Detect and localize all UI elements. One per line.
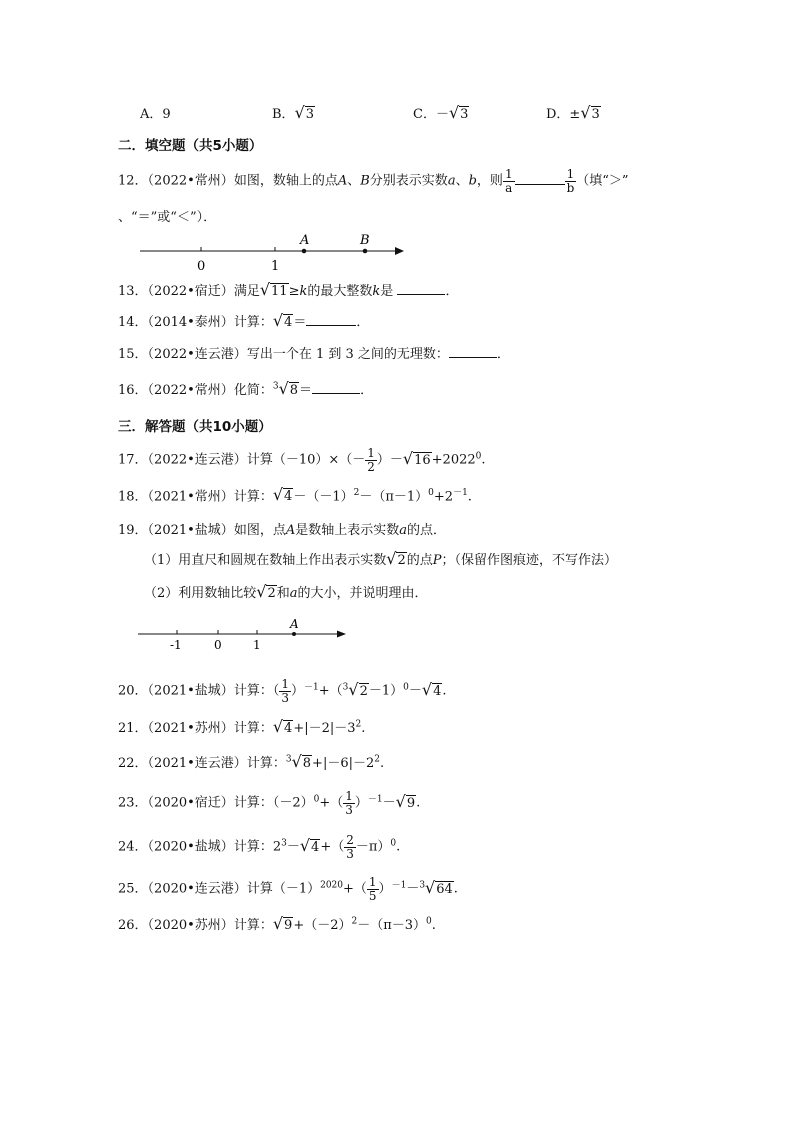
exponent: －1 xyxy=(453,488,468,498)
question-source: （2022•常州） xyxy=(147,383,234,398)
question-text: 计算： xyxy=(233,315,273,330)
tick-label: 1 xyxy=(253,638,261,652)
fraction xyxy=(279,678,291,704)
question-text: （填“＞” xyxy=(576,173,629,189)
expression-part: ） xyxy=(290,683,304,699)
question-text: 写出一个在 1 到 3 之间的无理数： xyxy=(246,347,449,362)
answer-blank[interactable] xyxy=(515,172,565,185)
operator: ＝ xyxy=(299,383,313,398)
question-text: 是数轴上表示实数 xyxy=(295,523,400,538)
question-text: 是 xyxy=(380,284,394,299)
question-25 xyxy=(118,876,458,902)
cube-root-expression: $^3$√64 xyxy=(419,877,453,897)
arrow-head-icon xyxy=(395,247,404,255)
question-text: ；（保留作图痕迹，不写作法） xyxy=(441,553,618,568)
question-number: 24． xyxy=(118,839,148,855)
option-b-prefix: B． xyxy=(272,107,295,122)
question-number: 23． xyxy=(118,795,148,811)
exponent: 0 xyxy=(403,682,409,693)
numerator: 1 xyxy=(566,167,575,181)
question-source: （2021•盐城） xyxy=(147,683,234,699)
expression-part: －1） xyxy=(368,683,404,699)
question-text: 如图，点 xyxy=(233,523,286,538)
denominator: a xyxy=(505,180,513,195)
root-index: 3 xyxy=(419,880,426,891)
question-source: （2022•宿迁） xyxy=(147,284,234,299)
question-source: （2020•苏州） xyxy=(147,918,234,933)
expression-part: +|－2|－3 xyxy=(293,721,356,736)
point-a xyxy=(292,632,296,636)
denominator: 3 xyxy=(346,846,354,861)
question-12 xyxy=(118,168,629,194)
radicand: 2 xyxy=(359,683,368,699)
expression-part: 计算（－10）×（－ xyxy=(246,452,366,468)
radicand: 8 xyxy=(302,756,312,771)
question-22 xyxy=(118,752,384,771)
question-source: （2022•连云港） xyxy=(147,452,247,468)
denominator: 5 xyxy=(368,888,377,903)
question-text: 和 xyxy=(276,586,290,601)
fraction xyxy=(344,834,356,860)
numerator: 1 xyxy=(368,875,377,889)
question-source: （2020•连云港） xyxy=(147,881,247,897)
question-15 xyxy=(118,343,510,362)
question-number: 12． xyxy=(118,173,148,189)
question-text: 如图，数轴上的点 xyxy=(233,173,338,189)
answer-blank[interactable] xyxy=(449,345,497,358)
radicand: 8 xyxy=(289,383,299,398)
exponent: 0 xyxy=(475,451,482,462)
sqrt-expression: √3 xyxy=(580,103,600,122)
tick-label: -1 xyxy=(170,638,182,652)
variable: b xyxy=(468,173,477,189)
exponent: 0 xyxy=(313,794,320,805)
sqrt-expression: √9 xyxy=(395,791,416,811)
question-text: （2）利用数轴比较 xyxy=(144,586,257,601)
question-number: 22． xyxy=(118,756,148,771)
question-source: （2014•泰州） xyxy=(147,315,234,330)
question-19-part1 xyxy=(144,549,617,568)
exponent: 2 xyxy=(351,916,358,927)
question-number: 25． xyxy=(118,881,148,897)
question-text: 化简： xyxy=(233,383,273,398)
section-title: 二．填空题（共5小题） xyxy=(118,138,263,154)
punctuation: . xyxy=(416,795,421,811)
variable: k xyxy=(372,284,381,299)
question-19-part2 xyxy=(144,582,428,601)
exponent: 0 xyxy=(426,916,432,927)
root-index: 3 xyxy=(285,754,292,765)
exponent: 3 xyxy=(281,838,287,849)
option-c-prefix: C．－ xyxy=(413,107,449,122)
separator: 、 xyxy=(455,173,469,189)
expression-part: －（π－3） xyxy=(357,918,427,933)
option-b xyxy=(272,103,315,122)
question-16 xyxy=(118,379,373,398)
answer-blank[interactable] xyxy=(306,313,356,326)
question-source: （2021•常州） xyxy=(147,489,234,505)
question-source: （2020•宿迁） xyxy=(147,795,234,811)
punctuation: . xyxy=(396,839,401,855)
radicand: 4 xyxy=(284,315,293,330)
sqrt-expression: √3 xyxy=(448,103,469,122)
question-text: 计算： xyxy=(233,721,273,736)
sqrt-expression: √2 xyxy=(386,549,406,568)
question-text: 计算： xyxy=(233,918,273,933)
exponent: 0 xyxy=(428,488,434,498)
question-21 xyxy=(118,717,365,736)
punctuation: . xyxy=(453,881,458,897)
expression-part: +（ xyxy=(343,881,367,897)
expression-part: +（ xyxy=(318,683,343,699)
variable: a xyxy=(289,586,298,601)
root-index: 3 xyxy=(272,381,279,392)
question-text: 计算： xyxy=(246,756,286,771)
question-number: 16． xyxy=(118,383,148,398)
question-20 xyxy=(118,678,447,704)
sqrt-expression: √9 xyxy=(272,914,293,933)
punctuation: . xyxy=(431,918,436,933)
question-number: 17． xyxy=(118,452,148,468)
point-label: A xyxy=(337,173,348,189)
expression-part: －π） xyxy=(355,839,391,855)
sqrt-expression: √4 xyxy=(272,311,293,330)
punctuation: ． xyxy=(360,383,374,398)
answer-blank[interactable] xyxy=(397,282,445,295)
question-number: 18． xyxy=(118,489,148,505)
question-text: 满足 xyxy=(233,284,260,299)
radicand: 4 xyxy=(433,683,442,699)
punctuation: . xyxy=(361,721,366,736)
question-number: 19． xyxy=(118,523,148,538)
radicand: 9 xyxy=(406,795,416,811)
fraction xyxy=(343,790,355,816)
sqrt-expression: √4 xyxy=(299,835,320,855)
variable: a xyxy=(447,173,456,189)
fraction xyxy=(367,876,379,902)
answer-blank[interactable] xyxy=(312,381,360,394)
point-label: A xyxy=(300,233,310,248)
question-source: （2022•常州） xyxy=(147,173,234,189)
exponent: 2020 xyxy=(320,880,343,891)
variable: a xyxy=(399,523,407,538)
question-text: 的点． xyxy=(407,523,447,538)
expression-part: － xyxy=(382,795,396,811)
expression-part: －（π－1） xyxy=(359,489,429,505)
question-source: （2020•盐城） xyxy=(147,839,234,855)
punctuation: . xyxy=(467,489,472,505)
exponent: 2 xyxy=(355,719,362,730)
question-number: 20． xyxy=(118,683,148,699)
section-title: 三．解答题（共10小题） xyxy=(118,419,272,435)
expression-part: +（ xyxy=(319,795,344,811)
question-number: 14． xyxy=(118,315,148,330)
option-a: A．9 xyxy=(140,107,171,122)
question-14 xyxy=(118,311,369,330)
expression-part: 计算：2 xyxy=(233,839,282,855)
point-label: A xyxy=(290,617,299,631)
radicand: 64 xyxy=(436,881,453,897)
sqrt-expression: √3 xyxy=(294,103,315,122)
question-18 xyxy=(118,485,472,504)
expression-part: － xyxy=(406,881,420,897)
radicand: 3 xyxy=(591,107,600,122)
question-source: （2021•连云港） xyxy=(147,756,247,771)
question-text: 的大小，并说明理由． xyxy=(297,586,428,601)
cube-root-expression: $^3$√8 xyxy=(272,379,299,398)
exponent: －1 xyxy=(303,682,319,693)
radicand: 3 xyxy=(305,107,315,122)
fraction xyxy=(365,447,377,473)
radicand: 11 xyxy=(271,284,288,299)
punctuation: ． xyxy=(445,284,459,299)
expression-part: 计算：（－2） xyxy=(233,795,314,811)
tick-label: 0 xyxy=(214,638,222,652)
separator: 、 xyxy=(347,173,361,189)
question-19 xyxy=(118,519,446,538)
variable: k xyxy=(299,284,308,299)
expression-part: ）－ xyxy=(376,452,403,468)
radicand: 2 xyxy=(267,586,276,601)
expression-part: +（ xyxy=(320,839,345,855)
question-13 xyxy=(118,280,458,299)
cube-root-expression: $^3$√2 xyxy=(342,679,368,699)
exponent: 0 xyxy=(390,838,397,849)
numerator: 1 xyxy=(504,167,513,181)
option-c xyxy=(413,103,469,122)
numerator: 1 xyxy=(345,789,353,803)
punctuation: . xyxy=(481,452,486,468)
question-23 xyxy=(118,790,420,816)
question-24 xyxy=(118,834,400,860)
question-number: 21． xyxy=(118,721,148,736)
exponent: 2 xyxy=(353,488,360,498)
expression-part: ） xyxy=(354,795,368,811)
expression-part: 计算（－1） xyxy=(246,881,321,897)
denominator: 3 xyxy=(281,690,289,705)
denominator: 3 xyxy=(345,802,353,817)
expression-part: +（－2） xyxy=(293,918,352,933)
sqrt-expression: √11 xyxy=(259,280,288,299)
sqrt-expression: √2 xyxy=(256,582,276,601)
option-d-prefix: D．± xyxy=(546,107,581,122)
tick-label: 1 xyxy=(271,259,280,274)
radicand: 16 xyxy=(414,452,431,468)
point-label: A xyxy=(285,523,296,538)
exponent: 2 xyxy=(374,754,380,765)
expression-part: +|－6|－2 xyxy=(312,756,375,771)
root-index: 3 xyxy=(342,682,349,693)
expression-part: ） xyxy=(378,881,392,897)
question-number: 13． xyxy=(118,284,148,299)
point-a xyxy=(302,249,307,254)
question-text: 的最大整数 xyxy=(307,284,373,299)
number-line xyxy=(136,616,352,654)
fraction xyxy=(503,168,515,194)
expression-part: －（－1） xyxy=(293,489,354,505)
radicand: 9 xyxy=(284,918,293,933)
question-text: ，则 xyxy=(476,173,503,189)
question-number: 26． xyxy=(118,918,148,933)
sqrt-expression: √4 xyxy=(421,679,442,699)
question-source: （2021•盐城） xyxy=(147,523,234,538)
question-26 xyxy=(118,914,436,933)
question-text: 计算： xyxy=(233,489,273,505)
exponent: －1 xyxy=(367,794,383,805)
question-17 xyxy=(118,447,486,473)
radicand: 4 xyxy=(284,721,293,736)
sqrt-expression: √16 xyxy=(402,448,431,468)
radicand: 4 xyxy=(284,489,293,505)
punctuation: . xyxy=(379,756,385,771)
question-source: （2021•苏州） xyxy=(147,721,234,736)
expression-part: +2022 xyxy=(431,452,476,468)
question-12-line2: 、“＝”或“＜”）． xyxy=(118,210,217,225)
question-text: 分别表示实数 xyxy=(369,173,448,189)
question-text: 的点 xyxy=(406,553,433,568)
operator: ≥ xyxy=(288,284,300,299)
sqrt-expression: √4 xyxy=(272,717,293,736)
option-d xyxy=(546,103,601,122)
cube-root-expression: $^3$√8 xyxy=(285,752,312,771)
radicand: 3 xyxy=(460,107,469,122)
number-line xyxy=(138,228,408,274)
punctuation: ． xyxy=(356,315,370,330)
point-b xyxy=(363,249,368,254)
point-label: B xyxy=(360,233,370,248)
punctuation: . xyxy=(442,683,447,699)
sqrt-expression: √4 xyxy=(272,485,293,505)
expression-part: － xyxy=(408,683,422,699)
tick-label: 0 xyxy=(197,259,206,274)
question-source: （2022•连云港） xyxy=(147,347,247,362)
numerator: 1 xyxy=(281,677,289,691)
punctuation: ． xyxy=(496,347,510,362)
radicand: 2 xyxy=(397,553,406,568)
expression-part: － xyxy=(286,839,300,855)
denominator: 2 xyxy=(367,459,375,474)
fraction xyxy=(565,168,577,194)
numerator: 2 xyxy=(346,833,354,847)
denominator: b xyxy=(566,180,575,195)
numerator: 1 xyxy=(367,446,375,460)
point-label: P xyxy=(432,553,442,568)
question-text: （1）用直尺和圆规在数轴上作出表示实数 xyxy=(144,553,387,568)
radicand: 4 xyxy=(311,839,320,855)
point-label: B xyxy=(360,173,370,189)
arrow-head-icon xyxy=(337,631,346,638)
expression-part: +2 xyxy=(433,489,454,505)
question-number: 15． xyxy=(118,347,148,362)
operator: ＝ xyxy=(293,315,307,330)
expression-part: 计算：（ xyxy=(233,683,280,699)
exponent: －1 xyxy=(391,880,407,891)
